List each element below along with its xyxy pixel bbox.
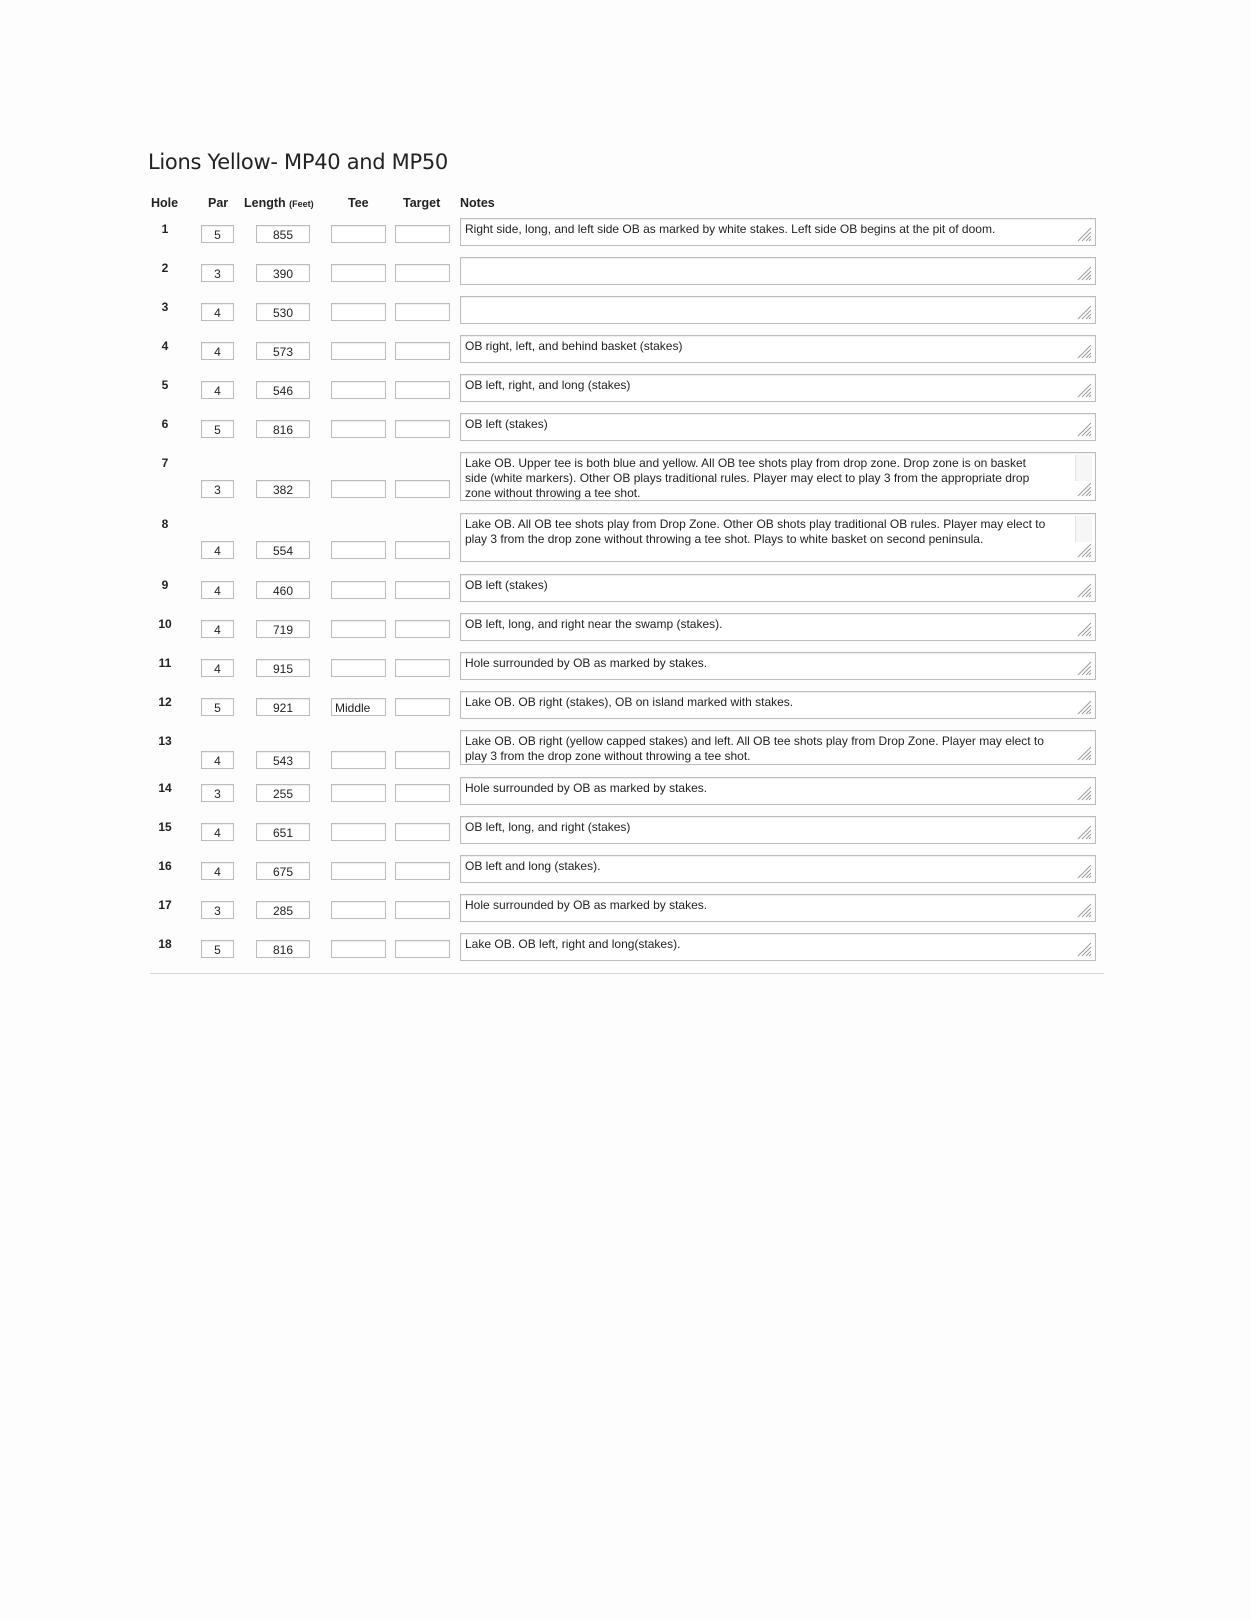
target-field[interactable] [395,581,450,599]
resize-grip-icon[interactable] [1076,863,1092,879]
par-field[interactable]: 5 [201,940,234,958]
target-field[interactable] [395,751,450,769]
length-field[interactable]: 255 [256,784,310,802]
target-field[interactable] [395,225,450,243]
resize-grip-icon[interactable] [1076,382,1092,398]
hole-number: 14 [158,781,172,795]
target-field[interactable] [395,420,450,438]
notes-textarea[interactable] [460,513,1096,562]
tee-field[interactable] [331,659,386,677]
notes-text: OB left (stakes) [465,578,548,592]
target-field[interactable] [395,862,450,880]
hole-number: 1 [161,222,169,236]
resize-grip-icon[interactable] [1076,226,1092,242]
par-field[interactable]: 4 [201,659,234,677]
notes-textarea[interactable] [460,574,1096,602]
header-hole: Hole [151,196,179,210]
hole-number: 8 [161,517,169,531]
tee-field[interactable] [331,823,386,841]
notes-text: OB left and long (stakes). [465,859,601,873]
resize-grip-icon[interactable] [1076,304,1092,320]
hole-number: 2 [161,261,169,275]
par-field[interactable]: 4 [201,751,234,769]
length-field[interactable]: 530 [256,303,310,321]
notes-text: OB left, long, and right near the swamp (stakes). [465,617,723,631]
length-field[interactable]: 675 [256,862,310,880]
notes-textarea[interactable] [460,894,1096,922]
hole-number: 4 [161,339,169,353]
tee-field[interactable]: Middle [331,698,386,716]
notes-textarea[interactable] [460,257,1096,285]
tee-field[interactable] [331,940,386,958]
tee-field[interactable] [331,264,386,282]
length-field[interactable]: 382 [256,480,310,498]
tee-field[interactable] [331,901,386,919]
length-field[interactable]: 816 [256,940,310,958]
length-field[interactable]: 719 [256,620,310,638]
length-field[interactable]: 573 [256,342,310,360]
header-tee: Tee [348,196,369,210]
resize-grip-icon[interactable] [1076,660,1092,676]
par-field[interactable]: 5 [201,698,234,716]
notes-textarea[interactable] [460,933,1096,961]
resize-grip-icon[interactable] [1076,621,1092,637]
target-field[interactable] [395,901,450,919]
hole-number: 18 [158,937,172,951]
hole-number: 11 [158,656,172,670]
notes-textarea[interactable] [460,613,1096,641]
length-field[interactable]: 915 [256,659,310,677]
tee-field[interactable] [331,303,386,321]
notes-text: Hole surrounded by OB as marked by stakes. [465,656,708,670]
par-field[interactable]: 4 [201,541,234,559]
header-notes: Notes [460,196,495,210]
tee-field[interactable] [331,420,386,438]
target-field[interactable] [395,541,450,559]
header-length [244,196,314,210]
header-target: Target [403,196,441,210]
par-field[interactable]: 4 [201,823,234,841]
length-field[interactable]: 855 [256,225,310,243]
notes-text: Lake OB. All OB tee shots play from Drop Zone. Other OB shots play traditional OB rules. Player may elect to play 3 from the drop zone without throwing a tee shot. Plays to white basket on second peninsula. [465,517,1046,546]
target-field[interactable] [395,381,450,399]
notes-textarea[interactable] [460,413,1096,441]
par-field[interactable]: 5 [201,420,234,438]
par-field[interactable]: 3 [201,784,234,802]
tee-field[interactable] [331,862,386,880]
hole-number: 15 [158,820,172,834]
notes-text: Lake OB. OB right (yellow capped stakes) and left. All OB tee shots play from Drop Zone. Player may elect to play 3 from the drop zone without throwing a tee shot. [465,734,1044,763]
par-field[interactable]: 4 [201,381,234,399]
par-field[interactable]: 4 [201,862,234,880]
resize-grip-icon[interactable] [1076,542,1092,558]
par-field[interactable]: 4 [201,303,234,321]
notes-textarea[interactable] [460,374,1096,402]
header-par: Par [208,196,229,210]
resize-grip-icon[interactable] [1076,265,1092,281]
notes-text: Lake OB. Upper tee is both blue and yellow. All OB tee shots play from drop zone. Drop zone is on basket side (white markers). Other OB plays traditional rules. Player may elect to play 3 from the appropriate drop zone without throwing a tee shot. [465,456,1030,500]
table-bottom-divider [150,973,1104,974]
notes-textarea[interactable] [460,855,1096,883]
notes-textarea[interactable] [460,777,1096,805]
hole-number: 16 [158,859,172,873]
tee-field[interactable] [331,225,386,243]
notes-textarea[interactable] [460,816,1096,844]
notes-text: Hole surrounded by OB as marked by stakes. [465,898,708,912]
target-field[interactable] [395,659,450,677]
length-field[interactable]: 554 [256,541,310,559]
header-length-label: Length [244,196,286,210]
resize-grip-icon[interactable] [1076,941,1092,957]
par-field[interactable]: 3 [201,264,234,282]
target-field[interactable] [395,480,450,498]
par-field[interactable]: 4 [201,342,234,360]
notes-text: Lake OB. OB left, right and long(stakes). [465,937,681,951]
hole-number: 13 [158,734,172,748]
resize-grip-icon[interactable] [1076,745,1092,761]
target-field[interactable] [395,823,450,841]
length-field[interactable]: 921 [256,698,310,716]
tee-field[interactable] [331,480,386,498]
length-field[interactable]: 543 [256,751,310,769]
tee-field[interactable] [331,342,386,360]
resize-grip-icon[interactable] [1076,421,1092,437]
tee-field[interactable] [331,541,386,559]
resize-grip-icon[interactable] [1076,343,1092,359]
par-field[interactable]: 4 [201,581,234,599]
tee-field[interactable] [331,620,386,638]
notes-text: Lake OB. OB right (stakes), OB on island marked with stakes. [465,695,794,709]
length-field[interactable]: 816 [256,420,310,438]
tee-field[interactable] [331,751,386,769]
par-field[interactable]: 3 [201,901,234,919]
par-field[interactable]: 3 [201,480,234,498]
target-field[interactable] [395,303,450,321]
hole-number: 10 [158,617,172,631]
resize-grip-icon[interactable] [1076,785,1092,801]
hole-number: 7 [161,456,169,470]
hole-number: 9 [161,578,169,592]
tee-field[interactable] [331,581,386,599]
target-field[interactable] [395,698,450,716]
hole-number: 12 [158,695,172,709]
notes-textarea[interactable] [460,218,1096,246]
target-field[interactable] [395,620,450,638]
resize-grip-icon[interactable] [1076,699,1092,715]
par-field[interactable]: 5 [201,225,234,243]
page-title: Lions Yellow- MP40 and MP50 [148,150,448,174]
notes-scrollbar[interactable] [1075,516,1092,542]
notes-text: OB left, long, and right (stakes) [465,820,631,834]
notes-text: OB left (stakes) [465,417,548,431]
tee-field[interactable] [331,381,386,399]
resize-grip-icon[interactable] [1076,582,1092,598]
target-field[interactable] [395,784,450,802]
notes-scrollbar[interactable] [1075,455,1092,481]
notes-textarea[interactable] [460,296,1096,324]
hole-number: 6 [161,417,169,431]
length-field[interactable]: 651 [256,823,310,841]
notes-text: Hole surrounded by OB as marked by stakes. [465,781,708,795]
hole-number: 17 [158,898,172,912]
length-field[interactable]: 546 [256,381,310,399]
notes-textarea[interactable] [460,452,1096,501]
target-field[interactable] [395,264,450,282]
tee-field[interactable] [331,784,386,802]
notes-text: OB right, left, and behind basket (stakes) [465,339,683,353]
length-field[interactable]: 390 [256,264,310,282]
notes-textarea[interactable] [460,691,1096,719]
notes-textarea[interactable] [460,335,1096,363]
notes-text: OB left, right, and long (stakes) [465,378,631,392]
resize-grip-icon[interactable] [1076,481,1092,497]
target-field[interactable] [395,342,450,360]
notes-text: Right side, long, and left side OB as marked by white stakes. Left side OB begins at the pit of doom. [465,222,996,236]
hole-number: 5 [161,378,169,392]
notes-textarea[interactable] [460,730,1096,765]
par-field[interactable]: 4 [201,620,234,638]
target-field[interactable] [395,940,450,958]
length-field[interactable]: 460 [256,581,310,599]
hole-number: 3 [161,300,169,314]
resize-grip-icon[interactable] [1076,824,1092,840]
header-length-unit: (Feet) [289,199,314,209]
notes-textarea[interactable] [460,652,1096,680]
length-field[interactable]: 285 [256,901,310,919]
resize-grip-icon[interactable] [1076,902,1092,918]
